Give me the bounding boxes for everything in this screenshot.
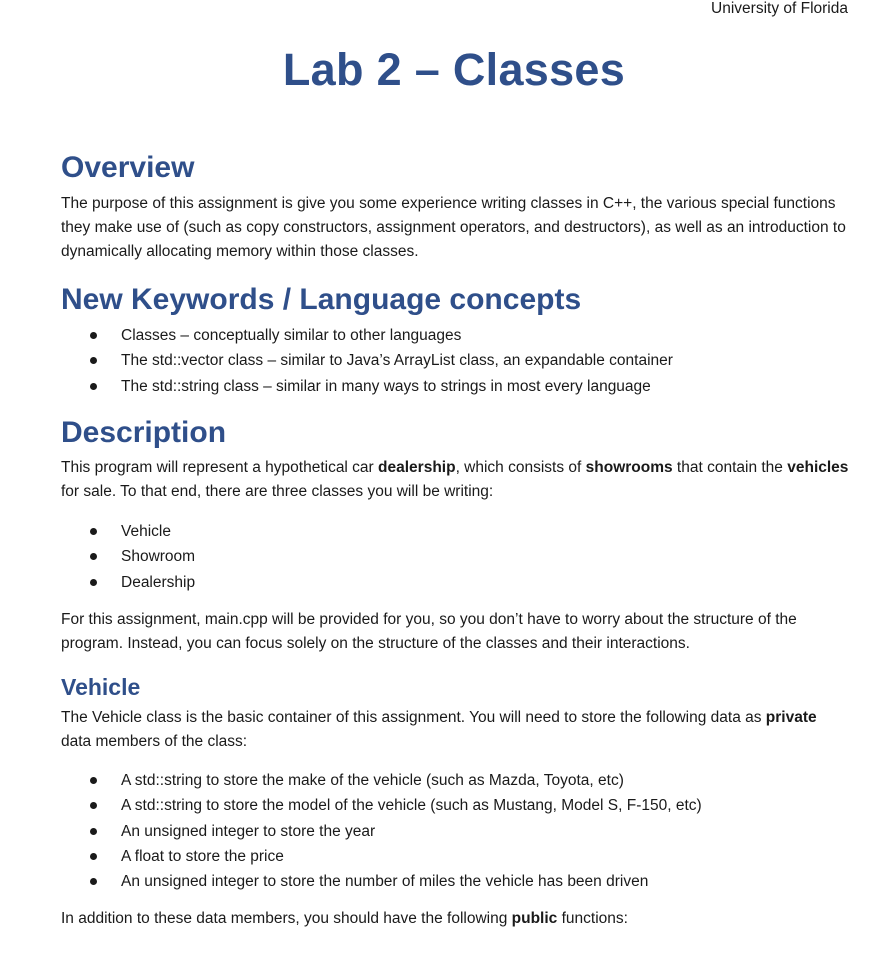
bullet-icon [90,853,97,860]
vehicle-members-list [61,768,702,894]
list-item: Vehicle [61,519,195,544]
overview-heading: Overview [61,151,195,184]
list-item: A float to store the price [61,844,702,869]
bullet-icon [90,828,97,835]
vehicle-outro: In addition to these data members, you should have the following public functions: [61,910,628,927]
keywords-list [61,323,673,399]
list-item: Dealership [61,570,195,595]
description-intro: This program will represent a hypothetical car dealership, which consists of showrooms that contain the vehicles for sale. To that end, there are three classes you will be writing: [61,459,849,500]
bullet-icon [90,553,97,560]
list-item: Classes – conceptually similar to other languages [61,323,673,348]
list-item: Showroom [61,544,195,569]
list-item: A std::string to store the model of the vehicle (such as Mustang, Model S, F-150, etc) [61,793,702,818]
bullet-icon [90,357,97,364]
list-item: An unsigned integer to store the number of miles the vehicle has been driven [61,869,702,894]
overview-text: The purpose of this assignment is give you some experience writing classes in C++, the various special functions they make use of (such as copy constructors, assignment operators, and destructors), as well as an introduction to dynamically allocating memory within those classes. [61,195,846,260]
bullet-icon [90,383,97,390]
classes-list [61,519,195,595]
page-title: Lab 2 – Classes [282,44,626,95]
bullet-icon [90,878,97,885]
keywords-heading: New Keywords / Language concepts [61,283,582,316]
bullet-icon [90,777,97,784]
list-item: A std::string to store the make of the vehicle (such as Mazda, Toyota, etc) [61,768,702,793]
bullet-icon [90,332,97,339]
list-item: The std::string class – similar in many ways to strings in most every language [61,374,673,399]
vehicle-intro: The Vehicle class is the basic container of this assignment. You will need to store the following data as private data members of the class: [61,709,817,750]
list-item: An unsigned integer to store the year [61,819,702,844]
bullet-icon [90,802,97,809]
bullet-icon [90,528,97,535]
list-item: The std::vector class – similar to Java’s ArrayList class, an expandable container [61,348,673,373]
bullet-icon [90,579,97,586]
description-heading: Description [61,416,227,449]
main-note: For this assignment, main.cpp will be provided for you, so you don’t have to worry about the structure of the program. Instead, you can focus solely on the structure of the classes and their interactions. [61,611,797,652]
header-institution: University of Florida [711,0,848,17]
vehicle-heading: Vehicle [61,674,141,700]
